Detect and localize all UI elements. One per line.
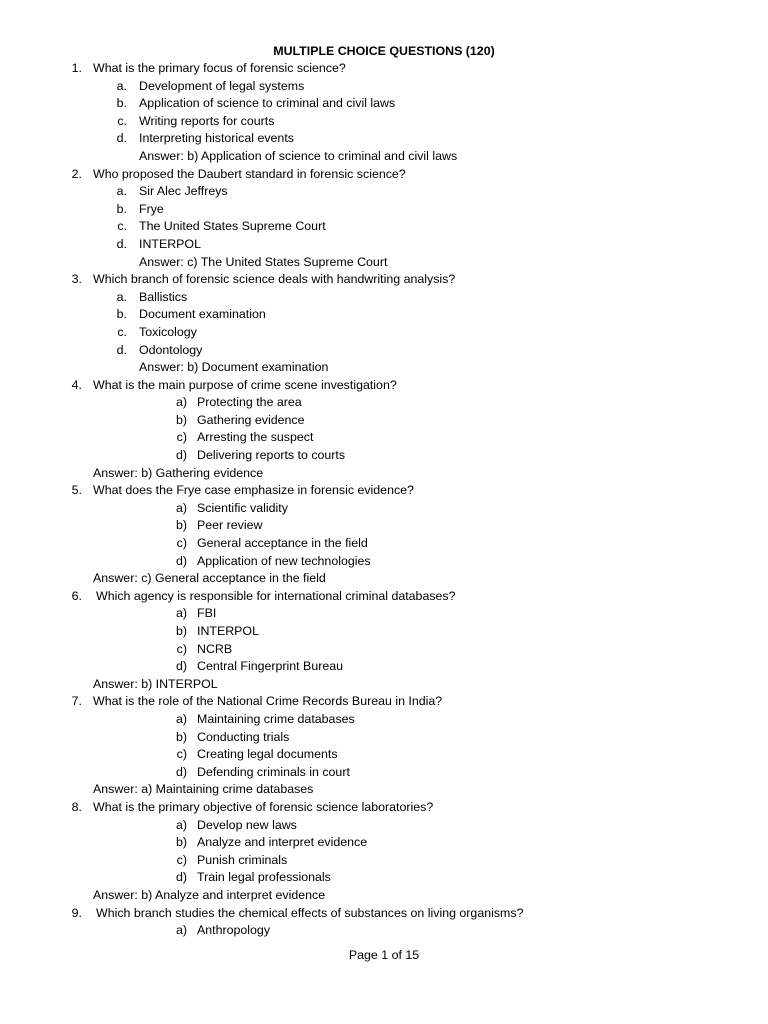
- answer-text: Answer: c) The United States Supreme Court: [139, 254, 388, 269]
- option-text: Interpreting historical events: [139, 131, 294, 146]
- answer-text: Answer: b) Application of science to criminal and civil laws: [139, 148, 458, 163]
- option-line: [0, 641, 768, 659]
- option-line: [0, 201, 768, 219]
- option-text: INTERPOL: [197, 624, 259, 638]
- option-marker: a.: [116, 184, 127, 199]
- page-footer: Page 1 of 15: [348, 948, 420, 962]
- option-line: [0, 183, 768, 201]
- option-line: [0, 412, 768, 430]
- option-line: [0, 394, 768, 412]
- option-line: [0, 535, 768, 553]
- option-marker: c): [176, 852, 187, 867]
- question-number: 8.: [71, 799, 82, 814]
- option-text: Anthropology: [197, 923, 271, 938]
- option-marker: b.: [116, 307, 127, 322]
- answer-text: Answer: a) Maintaining crime databases: [93, 782, 314, 797]
- question-number: 4.: [71, 377, 82, 392]
- question-number: 7.: [71, 694, 82, 709]
- question-text: What is the main purpose of crime scene investigation?: [93, 377, 397, 392]
- option-marker: a): [175, 817, 187, 832]
- option-text: Central Fingerprint Bureau: [197, 659, 344, 674]
- option-marker: c): [176, 536, 187, 551]
- question-line: [0, 166, 768, 184]
- option-text: Application of new technologies: [197, 553, 371, 568]
- answer-line: [0, 887, 768, 905]
- option-text: Development of legal systems: [139, 78, 305, 93]
- option-text: Develop new laws: [197, 817, 297, 832]
- answer-line: [0, 781, 768, 799]
- question-line: [0, 60, 768, 78]
- question-number: 5.: [71, 483, 82, 498]
- option-text: Peer review: [197, 518, 263, 533]
- option-marker: a.: [116, 289, 127, 304]
- option-line: [0, 711, 768, 729]
- option-marker: a): [175, 606, 187, 621]
- option-line: [0, 289, 768, 307]
- option-marker: b): [175, 729, 187, 744]
- option-line: [0, 869, 768, 887]
- option-marker: d.: [116, 342, 127, 357]
- question-text: Which branch of forensic science deals with handwriting analysis?: [93, 272, 456, 287]
- option-marker: d.: [116, 131, 127, 146]
- answer-line: [0, 465, 768, 483]
- option-text: Protecting the area: [197, 395, 302, 410]
- question-number: 2.: [71, 166, 82, 181]
- option-text: Toxicology: [139, 324, 197, 339]
- question-text: What is the role of the National Crime Records Bureau in India?: [93, 694, 443, 709]
- option-marker: c.: [117, 324, 127, 339]
- option-marker: a): [175, 923, 187, 938]
- option-text: Punish criminals: [197, 852, 288, 867]
- option-line: [0, 500, 768, 518]
- option-line: [0, 764, 768, 782]
- option-text: Odontology: [139, 342, 203, 357]
- option-line: [0, 78, 768, 96]
- question-line: [0, 377, 768, 395]
- option-text: The United States Supreme Court: [139, 219, 326, 234]
- question-line: [0, 588, 768, 606]
- question-line: [0, 271, 768, 289]
- answer-line: [0, 359, 768, 377]
- option-line: [0, 447, 768, 465]
- option-marker: c): [176, 430, 187, 445]
- question-number: 6.: [71, 588, 82, 603]
- option-marker: c): [176, 747, 187, 762]
- option-marker: d): [175, 553, 187, 568]
- option-line: [0, 517, 768, 535]
- option-marker: d): [175, 870, 187, 885]
- answer-text: Answer: b) INTERPOL: [93, 676, 218, 691]
- option-line: [0, 130, 768, 148]
- question-line: [0, 693, 768, 711]
- option-line: [0, 746, 768, 764]
- option-line: [0, 623, 768, 641]
- answer-text: Answer: b) Document examination: [139, 360, 329, 375]
- question-text: What is the primary objective of forensic science laboratories?: [93, 799, 434, 814]
- option-line: [0, 218, 768, 236]
- option-line: [0, 306, 768, 324]
- option-text: NCRB: [197, 641, 233, 656]
- option-marker: d.: [116, 236, 127, 251]
- option-text: Creating legal documents: [197, 747, 338, 762]
- option-text: Writing reports for courts: [139, 113, 275, 128]
- answer-text: Answer: b) Gathering evidence: [93, 465, 264, 480]
- answer-line: [0, 148, 768, 166]
- option-line: [0, 605, 768, 623]
- option-marker: c.: [117, 113, 127, 128]
- option-line: [0, 852, 768, 870]
- option-line: [0, 658, 768, 676]
- option-line: [0, 922, 768, 940]
- answer-text: Answer: c) General acceptance in the field: [93, 571, 326, 586]
- option-text: Conducting trials: [197, 729, 290, 744]
- option-line: [0, 342, 768, 360]
- option-text: Maintaining crime databases: [197, 711, 355, 726]
- question-line: [0, 799, 768, 817]
- option-text: Arresting the suspect: [197, 430, 314, 445]
- option-marker: d): [175, 659, 187, 674]
- option-text: General acceptance in the field: [197, 536, 368, 551]
- option-line: [0, 95, 768, 113]
- option-line: [0, 429, 768, 447]
- option-line: [0, 113, 768, 131]
- option-line: [0, 834, 768, 852]
- option-text: Document examination: [139, 307, 266, 322]
- option-line: [0, 729, 768, 747]
- option-line: [0, 236, 768, 254]
- question-line: [0, 482, 768, 500]
- question-number: 9.: [71, 905, 82, 920]
- question-text: What is the primary focus of forensic science?: [93, 61, 346, 75]
- option-text: Train legal professionals: [197, 870, 331, 885]
- option-marker: a): [175, 395, 187, 410]
- option-marker: c): [176, 641, 187, 656]
- option-text: Delivering reports to courts: [197, 448, 346, 463]
- option-text: Analyze and interpret evidence: [197, 835, 368, 850]
- option-marker: b): [175, 518, 187, 533]
- question-number: 1.: [71, 61, 82, 75]
- option-text: Frye: [139, 201, 164, 216]
- question-list: [0, 60, 768, 940]
- option-marker: a): [175, 500, 187, 515]
- option-text: Application of science to criminal and civil laws: [139, 96, 396, 111]
- option-line: [0, 817, 768, 835]
- question-text: Which agency is responsible for international criminal databases?: [96, 588, 456, 603]
- option-line: [0, 324, 768, 342]
- question-text: What does the Frye case emphasize in forensic evidence?: [93, 483, 414, 498]
- option-marker: d): [175, 764, 187, 779]
- option-text: INTERPOL: [139, 236, 201, 251]
- option-marker: b.: [116, 96, 127, 111]
- answer-text: Answer: b) Analyze and interpret evidence: [93, 887, 326, 902]
- question-text: Who proposed the Daubert standard in forensic science?: [93, 166, 406, 181]
- option-marker: a.: [116, 78, 127, 93]
- option-line: [0, 553, 768, 571]
- option-text: Scientific validity: [197, 500, 288, 515]
- option-marker: b): [175, 835, 187, 850]
- option-text: FBI: [197, 606, 217, 621]
- question-line: [0, 905, 768, 923]
- option-text: Sir Alec Jeffreys: [139, 184, 228, 199]
- answer-line: [0, 570, 768, 588]
- question-text: Which branch studies the chemical effects of substances on living organisms?: [96, 905, 524, 920]
- answer-line: [0, 254, 768, 272]
- option-text: Defending criminals in court: [197, 764, 350, 779]
- question-number: 3.: [71, 272, 82, 287]
- page-title: MULTIPLE CHOICE QUESTIONS (120): [273, 44, 495, 58]
- option-marker: b.: [116, 201, 127, 216]
- option-marker: d): [175, 448, 187, 463]
- option-marker: a): [175, 711, 187, 726]
- answer-line: [0, 676, 768, 694]
- option-text: Gathering evidence: [197, 412, 305, 427]
- option-marker: b): [175, 412, 187, 427]
- option-text: Ballistics: [139, 289, 188, 304]
- option-marker: c.: [117, 219, 127, 234]
- option-marker: b): [175, 624, 187, 638]
